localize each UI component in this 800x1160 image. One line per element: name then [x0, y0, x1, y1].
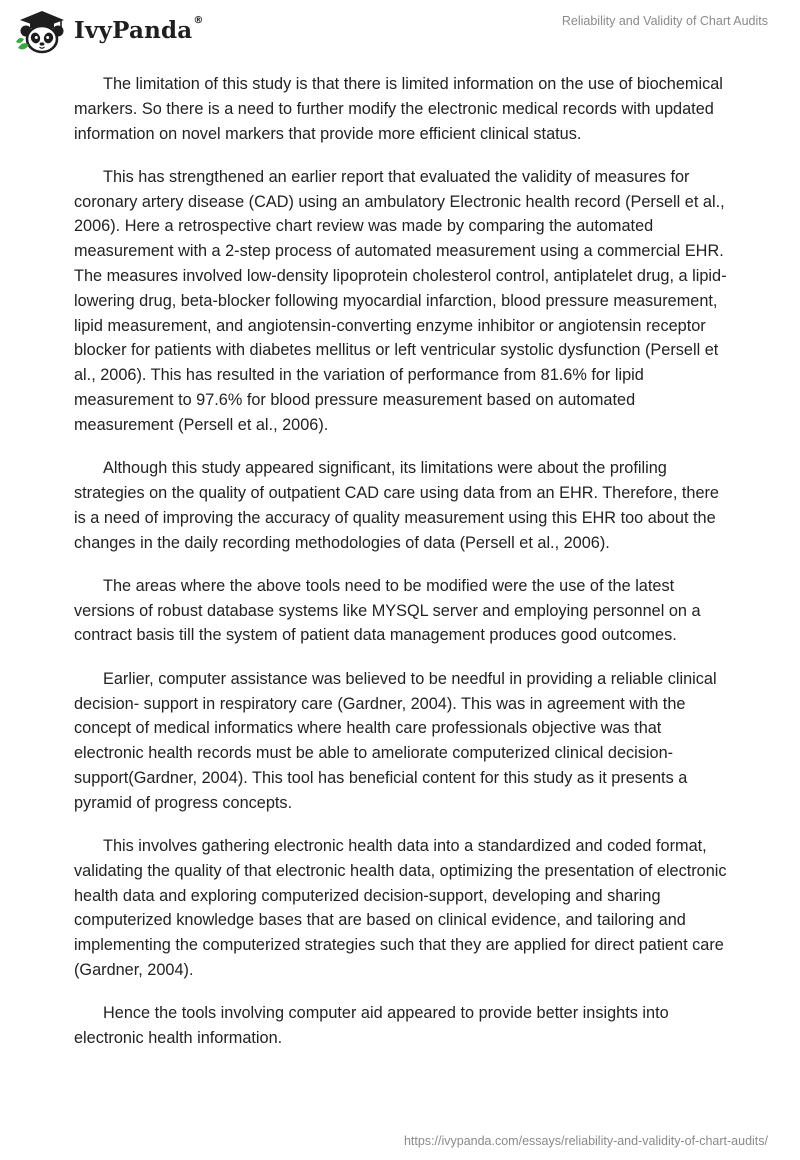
page-header	[0, 0, 800, 60]
logo-text: IvyPanda®	[74, 14, 204, 44]
paragraph: The limitation of this study is that there is limited information on the use of biochemical markers. So there is a need to further modify the electronic medical records with updated information on novel markers that provide more efficient clinical status.	[74, 75, 723, 143]
paragraph: Although this study appeared significant, its limitations were about the profiling strategies on the quality of outpatient CAD care using data from an EHR. Therefore, there is a need of improving the accuracy of quality measurement using this EHR too about the changes in the daily recording methodologies of data (Persell et al., 2006).	[74, 459, 719, 552]
paragraph: Hence the tools involving computer aid appeared to provide better insights into electronic health information.	[74, 1004, 669, 1048]
paragraph: This has strengthened an earlier report that evaluated the validity of measures for coronary artery disease (CAD) using an ambulatory Electronic health record (Persell et al., 2006). Here a retrospective chart review was made by comparing the automated measurement with a 2-step process of automated measurement using a commercial EHR. The measures involved low-density lipoprotein cholesterol control, antiplatelet drug, a lipid-lowering drug, beta-blocker following myocardial infarction, blood pressure measurement, lipid measurement, and angiotensin-converting enzyme inhibitor or angiotensin receptor blocker for patients with diabetes mellitus or left ventricular systolic dysfunction (Persell et al., 2006). This has resulted in the variation of performance from 81.6% for lipid measurement to 97.6% for blood pressure measurement based on automated measurement (Persell et al., 2006).	[74, 167, 727, 434]
document-title: Reliability and Validity of Chart Audits	[561, 14, 768, 28]
essay-body	[74, 72, 734, 1069]
registered-mark: ®	[193, 14, 204, 26]
panda-graduate-icon	[14, 8, 70, 54]
paragraph: The areas where the above tools need to be modified were the use of the latest versions of robust database systems like MYSQL server and employing personnel on a contract basis till the system of patient data management produces good outcomes.	[74, 576, 701, 645]
source-url[interactable]: https://ivypanda.com/essays/reliability-and-validity-of-chart-audits/	[403, 1134, 768, 1148]
paragraph: This involves gathering electronic health data into a standardized and coded format, validating the quality of that electronic health data, optimizing the presentation of electronic health data and exploring computerized decision-support, developing and sharing computerized knowledge bases that are based on clinical evidence, and tailoring and implementing the computerized strategies such that they are applied for direct patient care (Gardner, 2004).	[74, 837, 727, 979]
paragraph: Earlier, computer assistance was believed to be needful in providing a reliable clinical decision- support in respiratory care (Gardner, 2004). This was in agreement with the concept of medical informatics where health care professionals objective was that electronic health records must be able to ameliorate computerized clinical decision-support(Gardner, 2004). This tool has beneficial content for this study as it presents a pyramid of progress concepts.	[74, 669, 717, 812]
logo[interactable]	[14, 8, 204, 54]
